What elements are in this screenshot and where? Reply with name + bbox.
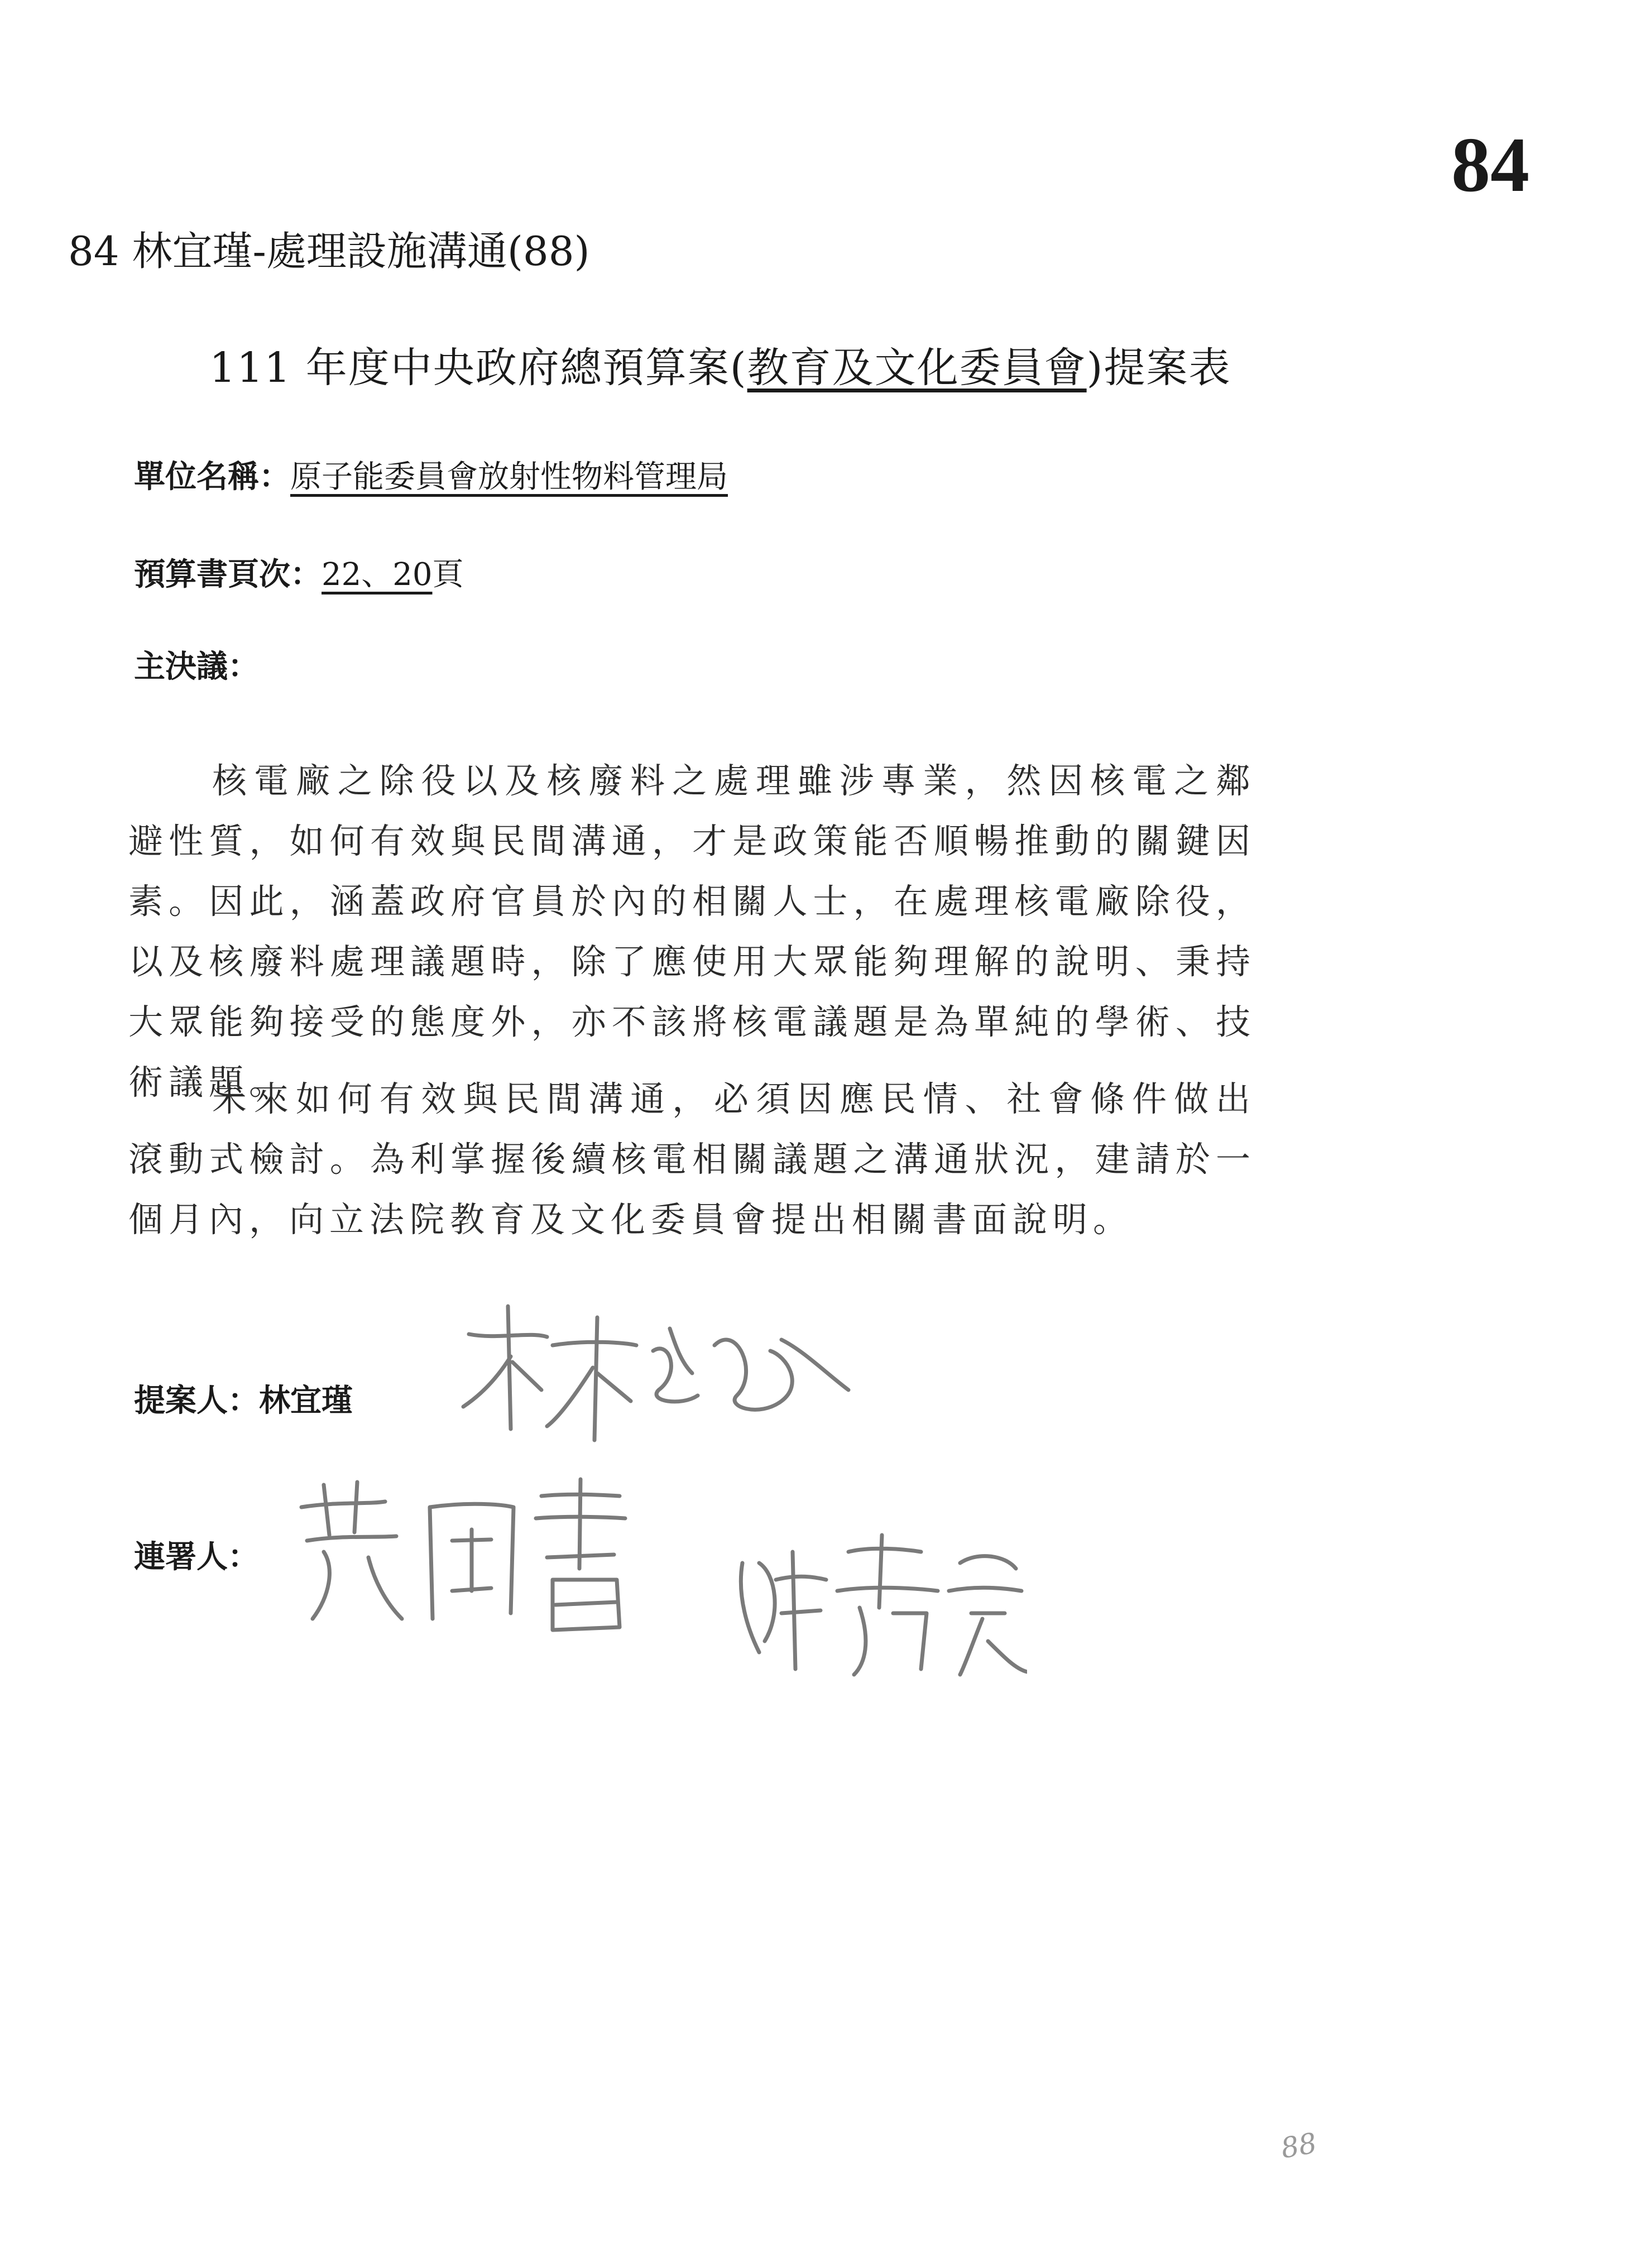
decision-label: 主決議： <box>134 648 259 685</box>
budget-pages-label: 預算書頁次： <box>134 556 322 593</box>
proposer-name: 林宜瑾 <box>259 1382 353 1419</box>
body-paragraph-2: 未來如何有效與民間溝通，必須因應民情、社會條件做出滾動式檢討。為利掌握後續核電相關議題之溝通狀況，建請於一個月內，向立法院教育及文化委員會提出相關書面說明。 <box>128 1078 1256 1240</box>
cosigner-field <box>134 1532 259 1577</box>
page-number: 84 <box>1451 122 1529 208</box>
body-paragraph-1: 核電廠之除役以及核廢料之處理雖涉專業，然因核電之鄰避性質，如何有效與民間溝通，才是政策能否順暢推動的關鍵因素。因此，涵蓋政府官員於內的相關人士，在處理核電廠除役，以及核廢料處理議題時，除了應使用大眾能夠理解的說明、秉持大眾能夠接受的態度外，亦不該將核電議題是為單純的學術、技術議題。 <box>128 760 1256 1102</box>
budget-pages-unit: 頁 <box>432 557 464 593</box>
budget-pages-value: 22、20 <box>322 557 433 593</box>
form-title <box>209 335 1231 394</box>
header-text: 林宜瑾-處理設施溝通(88) <box>132 228 590 275</box>
unit-field <box>134 452 728 497</box>
header-index: 84 <box>68 228 119 275</box>
handwritten-page-mark: 88 <box>1278 2126 1320 2165</box>
cosigner-signature-1 <box>290 1474 647 1641</box>
proposer-field <box>134 1376 353 1421</box>
unit-value: 原子能委員會放射性物料管理局 <box>290 459 728 495</box>
proposer-label: 提案人： <box>134 1382 259 1419</box>
title-prefix: 111 年度中央政府總預算案( <box>209 344 747 392</box>
document-header <box>68 219 590 277</box>
title-committee: 教育及文化委員會 <box>747 344 1087 392</box>
cosigner-label: 連署人： <box>134 1538 259 1575</box>
unit-label: 單位名稱： <box>134 458 290 495</box>
proposer-signature <box>447 1284 871 1463</box>
cosigner-signature-2 <box>726 1529 1027 1686</box>
title-suffix: )提案表 <box>1086 344 1231 392</box>
budget-pages-field <box>134 550 464 594</box>
